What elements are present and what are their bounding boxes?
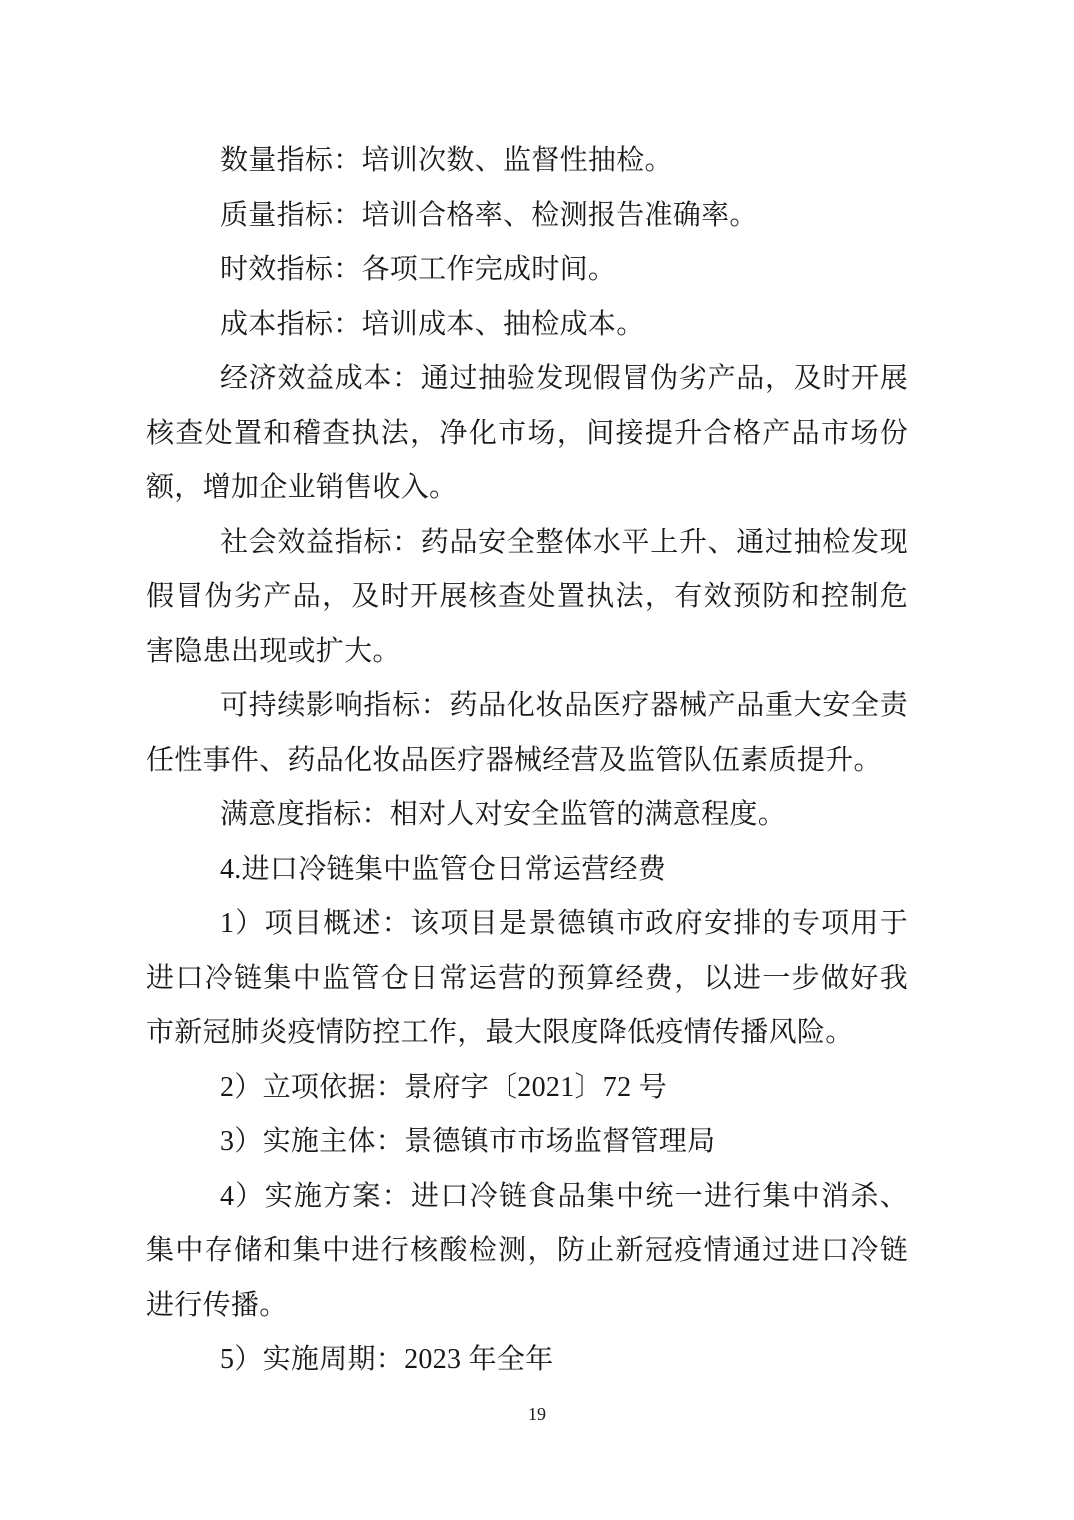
text-line: 任性事件、药品化妆品医疗器械经营及监管队伍素质提升。 [146, 744, 882, 776]
text-line: 核查处置和稽查执法，净化市场，间接提升合格产品市场份 [146, 417, 908, 449]
page-number: 19 [528, 1404, 546, 1424]
document-body-text [146, 134, 908, 1388]
text-line: 时效指标：各项工作完成时间。 [220, 254, 617, 285]
text-line: 可持续影响指标：药品化妆品医疗器械产品重大安全责 [220, 690, 908, 721]
text-line: 5）实施周期：2023 年全年 [220, 1344, 554, 1375]
text-line: 成本指标：培训成本、抽检成本。 [220, 308, 645, 340]
text-line: 市新冠肺炎疫情防控工作，最大限度降低疫情传播风险。 [146, 1017, 854, 1048]
text-line: 4.进口冷链集中监管仓日常运营经费 [220, 853, 667, 885]
text-line: 进口冷链集中监管仓日常运营的预算经费，以进一步做好我 [146, 962, 908, 994]
text-line: 数量指标：培训次数、监督性抽检。 [220, 145, 673, 176]
text-line: 3）实施主体：景德镇市市场监督管理局 [220, 1126, 716, 1157]
text-line: 1）项目概述：该项目是景德镇市政府安排的专项用于 [220, 908, 908, 939]
text-line: 质量指标：培训合格率、检测报告准确率。 [220, 199, 758, 231]
text-line: 集中存储和集中进行核酸检测，防止新冠疫情通过进口冷链 [146, 1235, 908, 1266]
text-line: 假冒伪劣产品，及时开展核查处置执法，有效预防和控制危 [146, 581, 908, 612]
text-line: 社会效益指标：药品安全整体水平上升、通过抽检发现 [220, 526, 908, 558]
text-line: 2）立项依据：景府字〔2021〕72 号 [220, 1071, 668, 1103]
text-line: 进行传播。 [146, 1289, 288, 1321]
text-line: 4）实施方案：进口冷链食品集中统一进行集中消杀、 [220, 1180, 908, 1212]
text-line: 额，增加企业销售收入。 [146, 472, 458, 503]
text-line: 害隐患出现或扩大。 [146, 635, 401, 667]
text-line: 满意度指标：相对人对安全监管的满意程度。 [220, 799, 787, 830]
text-line: 经济效益成本：通过抽验发现假冒伪劣产品，及时开展 [220, 363, 908, 394]
